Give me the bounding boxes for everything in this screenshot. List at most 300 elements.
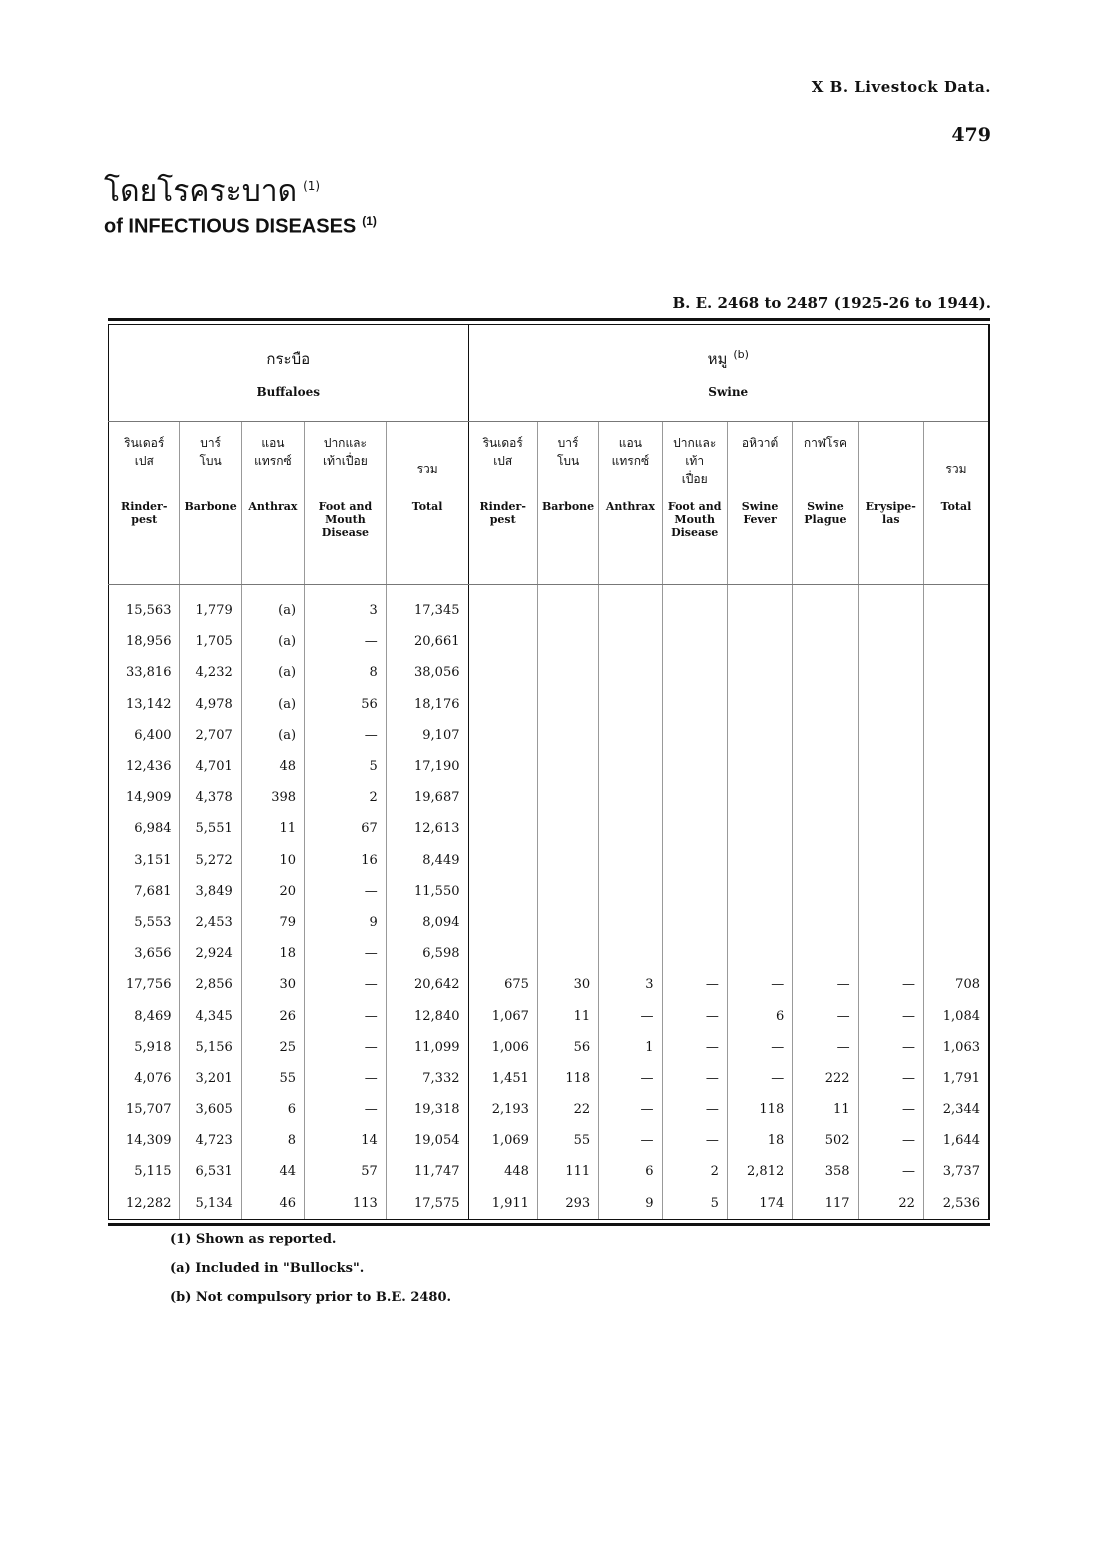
column-thai-label: กาฬโรค — [803, 436, 847, 450]
table-cell — [923, 689, 989, 720]
table-cell: 5,272 — [180, 845, 241, 876]
table-cell — [468, 782, 537, 813]
table-cell: 118 — [537, 1063, 598, 1094]
column-english-label: Rinder- pest — [121, 500, 168, 526]
table-cell — [793, 876, 858, 907]
table-cell: 33,816 — [125, 665, 172, 681]
table-cell: 6,984 — [134, 821, 172, 837]
table-cell — [727, 907, 792, 938]
table-cell: 3,151 — [134, 852, 172, 868]
table-cell: 2 — [662, 1156, 727, 1187]
swine-column-header — [793, 422, 858, 585]
table-cell: — — [305, 626, 387, 657]
table-cell: 20,642 — [386, 969, 468, 1000]
table-cell — [858, 938, 923, 969]
column-thai-label: บาร์ โบน — [199, 436, 222, 468]
table-cell: 18 — [727, 1125, 792, 1156]
table-cell: 16 — [305, 845, 387, 876]
table-row — [109, 845, 990, 876]
buffaloes-group-header — [109, 325, 469, 422]
table-cell: 4,978 — [180, 689, 241, 720]
table-cell: 8 — [241, 1125, 304, 1156]
table-cell: 5,115 — [134, 1164, 172, 1180]
table-cell — [923, 813, 989, 844]
table-cell: 55 — [537, 1125, 598, 1156]
table-cell: 15,563 — [125, 603, 172, 619]
buffaloes-english-label: Buffaloes — [256, 385, 320, 399]
table-cell: 293 — [537, 1188, 598, 1219]
table-cell — [858, 585, 923, 627]
table-cell: 111 — [537, 1156, 598, 1187]
table-cell — [858, 813, 923, 844]
table-cell: 1,791 — [923, 1063, 989, 1094]
table-cell: — — [727, 1032, 792, 1063]
column-english-label: Barbone — [541, 500, 595, 513]
table-cell: 57 — [305, 1156, 387, 1187]
table-cell: 17,575 — [386, 1188, 468, 1219]
buffalo-column-header — [386, 422, 468, 585]
table-cell: 5,134 — [180, 1188, 241, 1219]
table-cell: (a) — [241, 689, 304, 720]
table-row — [109, 813, 990, 844]
table-row — [109, 751, 990, 782]
table-cell — [599, 657, 662, 688]
table-cell: 4,701 — [180, 751, 241, 782]
table-cell — [468, 657, 537, 688]
table-cell — [727, 813, 792, 844]
table-cell: 2 — [305, 782, 387, 813]
table-cell: 1,063 — [923, 1032, 989, 1063]
swine-column-header — [923, 422, 989, 585]
table-cell: 1,451 — [468, 1063, 537, 1094]
table-cell: — — [858, 1125, 923, 1156]
table-cell: (a) — [241, 626, 304, 657]
table-cell: 10 — [241, 845, 304, 876]
swine-column-header — [537, 422, 598, 585]
period-label: B. E. 2468 to 2487 (1925-26 to 1944). — [672, 294, 991, 312]
table-row — [109, 876, 990, 907]
table-cell: 9 — [305, 907, 387, 938]
table-cell: 174 — [727, 1188, 792, 1219]
footnotes — [170, 1232, 451, 1319]
table-cell: (a) — [241, 720, 304, 751]
table-cell: 2,856 — [180, 969, 241, 1000]
table-cell — [537, 689, 598, 720]
swine-thai-label — [473, 347, 985, 371]
table-cell: 17,756 — [125, 977, 172, 993]
table-cell — [537, 876, 598, 907]
swine-english-label: Swine — [708, 385, 749, 399]
table-cell: 2,812 — [727, 1156, 792, 1187]
table-cell — [793, 720, 858, 751]
table-cell — [923, 585, 989, 627]
column-thai-label: รวม — [945, 462, 967, 476]
table-cell — [662, 751, 727, 782]
table-cell: 2,536 — [923, 1188, 989, 1219]
buffalo-column-header — [241, 422, 304, 585]
table-cell: — — [599, 1125, 662, 1156]
table-bottom-rule — [108, 1219, 990, 1226]
table-row — [109, 1156, 990, 1187]
table-row — [109, 585, 990, 627]
table-cell — [793, 626, 858, 657]
table-cell — [727, 626, 792, 657]
table-cell: 118 — [727, 1094, 792, 1125]
table-cell — [727, 876, 792, 907]
column-english-label: Swine Fever — [741, 500, 779, 526]
table-cell — [537, 585, 598, 627]
column-english-label: Total — [940, 500, 972, 513]
table-cell: — — [662, 969, 727, 1000]
table-cell — [858, 689, 923, 720]
table-cell: 117 — [793, 1188, 858, 1219]
table-cell: — — [662, 1063, 727, 1094]
thai-title — [104, 168, 320, 215]
table-cell: 38,056 — [386, 657, 468, 688]
table-cell: 4,723 — [180, 1125, 241, 1156]
table-cell — [793, 751, 858, 782]
table-cell — [858, 720, 923, 751]
table-cell: — — [305, 1032, 387, 1063]
table-cell: 3 — [599, 969, 662, 1000]
table-cell — [537, 657, 598, 688]
table-cell — [599, 876, 662, 907]
table-cell: — — [662, 1032, 727, 1063]
table-cell: 20 — [241, 876, 304, 907]
table-cell: 3 — [305, 585, 387, 627]
footnote: (b) Not compulsory prior to B.E. 2480. — [170, 1290, 452, 1305]
buffalo-column-header — [109, 422, 180, 585]
column-english-label: Total — [411, 500, 443, 513]
table-cell: 11 — [793, 1094, 858, 1125]
table-cell — [858, 876, 923, 907]
table-cell: 2,193 — [468, 1094, 537, 1125]
table-cell — [923, 626, 989, 657]
table-cell: 1,644 — [923, 1125, 989, 1156]
table-cell — [662, 689, 727, 720]
column-english-label: Erysipe- las — [865, 500, 916, 526]
swine-column-header — [662, 422, 727, 585]
footnote: (a) Included in "Bullocks". — [170, 1261, 365, 1276]
table-cell: (a) — [241, 585, 304, 627]
table-cell — [923, 782, 989, 813]
table-cell — [793, 845, 858, 876]
swine-group-header — [468, 325, 989, 422]
table-cell — [923, 657, 989, 688]
table-cell — [662, 938, 727, 969]
column-english-label: Foot and Mouth Disease — [667, 500, 722, 539]
table-cell: 18,176 — [386, 689, 468, 720]
buffaloes-thai-label: กระบือ — [266, 350, 311, 368]
table-cell: 56 — [305, 689, 387, 720]
table-cell — [468, 907, 537, 938]
table-row — [109, 969, 990, 1000]
table-cell: — — [599, 1000, 662, 1031]
table-cell: 222 — [793, 1063, 858, 1094]
table-cell — [662, 876, 727, 907]
table-cell — [858, 626, 923, 657]
table-cell — [599, 938, 662, 969]
buffalo-column-header — [305, 422, 387, 585]
table-cell — [537, 938, 598, 969]
data-table — [108, 325, 990, 1219]
table-cell: 6,400 — [134, 727, 172, 743]
table-cell — [599, 907, 662, 938]
table-cell: 5,551 — [180, 813, 241, 844]
table-cell: 3,201 — [180, 1063, 241, 1094]
table-cell: 17,190 — [386, 751, 468, 782]
table-cell — [793, 907, 858, 938]
table-cell: 14 — [305, 1125, 387, 1156]
table-cell — [599, 720, 662, 751]
table-cell — [468, 813, 537, 844]
table-cell: 12,613 — [386, 813, 468, 844]
table-cell: 1,911 — [468, 1188, 537, 1219]
column-thai-label: ปากและ เท้า เปื่อย — [673, 436, 717, 486]
table-cell: 18 — [241, 938, 304, 969]
table-cell — [793, 689, 858, 720]
table-cell: 5 — [305, 751, 387, 782]
table-cell: 22 — [537, 1094, 598, 1125]
table-cell — [468, 938, 537, 969]
table-cell: — — [662, 1094, 727, 1125]
table-cell: 11,550 — [386, 876, 468, 907]
table-cell — [793, 813, 858, 844]
table-cell: 17,345 — [386, 585, 468, 627]
table-cell: 5,553 — [134, 914, 172, 930]
thai-title-text: โดยโรคระบาด — [104, 174, 298, 209]
table-cell: 26 — [241, 1000, 304, 1031]
table-cell: — — [305, 1094, 387, 1125]
table-cell — [468, 876, 537, 907]
table-cell: 1,006 — [468, 1032, 537, 1063]
table-cell — [662, 657, 727, 688]
table-body — [109, 585, 990, 1219]
table-cell — [793, 938, 858, 969]
table-row — [109, 689, 990, 720]
table-row — [109, 938, 990, 969]
table-cell — [662, 813, 727, 844]
table-cell — [727, 782, 792, 813]
column-thai-label: บาร์ โบน — [556, 436, 580, 468]
table-cell — [923, 907, 989, 938]
table-cell — [537, 626, 598, 657]
table-cell: 19,318 — [386, 1094, 468, 1125]
table-cell: 5,918 — [134, 1039, 172, 1055]
table-cell — [923, 720, 989, 751]
table-cell: 5 — [662, 1188, 727, 1219]
table-cell: — — [793, 969, 858, 1000]
table-cell — [662, 720, 727, 751]
table-cell: 14,909 — [125, 790, 172, 806]
section-header: X B. Livestock Data. — [811, 78, 991, 96]
table-cell: 3,605 — [180, 1094, 241, 1125]
table-cell: — — [793, 1000, 858, 1031]
table-cell: 8,094 — [386, 907, 468, 938]
table-row — [109, 1125, 990, 1156]
table-cell — [599, 813, 662, 844]
table-cell — [662, 585, 727, 627]
table-cell: — — [599, 1094, 662, 1125]
table-row — [109, 720, 990, 751]
table-cell: — — [858, 1032, 923, 1063]
table-cell: 44 — [241, 1156, 304, 1187]
table-cell: 358 — [793, 1156, 858, 1187]
table-top-rule — [108, 318, 990, 325]
table-cell — [599, 585, 662, 627]
english-title — [104, 214, 377, 239]
table-cell: — — [599, 1063, 662, 1094]
table-cell: 19,054 — [386, 1125, 468, 1156]
table-cell: — — [662, 1125, 727, 1156]
table-cell — [858, 845, 923, 876]
table-cell: — — [305, 720, 387, 751]
column-thai-label: แอน แทรกซ์ — [254, 436, 292, 468]
swine-footnote-mark: (b) — [733, 348, 749, 361]
table-cell: 14,309 — [125, 1133, 172, 1149]
table-cell: 1 — [599, 1032, 662, 1063]
table-cell — [662, 782, 727, 813]
table-cell — [858, 751, 923, 782]
table-cell: 12,436 — [125, 759, 172, 775]
disease-table — [108, 318, 990, 1226]
table-cell — [537, 782, 598, 813]
table-cell — [727, 720, 792, 751]
table-cell: 2,924 — [180, 938, 241, 969]
column-english-label: Rinder- pest — [479, 500, 526, 526]
table-cell: — — [305, 1000, 387, 1031]
table-cell: 5,156 — [180, 1032, 241, 1063]
table-cell: 55 — [241, 1063, 304, 1094]
footnote: (1) Shown as reported. — [170, 1232, 337, 1247]
table-cell: 20,661 — [386, 626, 468, 657]
table-cell: 7,681 — [134, 883, 172, 899]
column-thai-label: ปากและ เท้าเปื่อย — [323, 436, 368, 468]
table-cell: 6 — [727, 1000, 792, 1031]
table-cell — [599, 751, 662, 782]
table-row — [109, 1063, 990, 1094]
table-cell — [468, 751, 537, 782]
column-english-label: Foot and Mouth Disease — [318, 500, 373, 539]
table-cell: 8,469 — [134, 1008, 172, 1024]
table-cell: 6 — [241, 1094, 304, 1125]
table-cell: — — [858, 1094, 923, 1125]
table-cell: 6,598 — [386, 938, 468, 969]
table-cell: 1,779 — [180, 585, 241, 627]
column-english-label: Swine Plague — [804, 500, 847, 526]
table-cell: 48 — [241, 751, 304, 782]
table-cell — [923, 938, 989, 969]
table-cell — [537, 907, 598, 938]
table-cell: 708 — [923, 969, 989, 1000]
table-cell — [537, 845, 598, 876]
table-cell: 30 — [241, 969, 304, 1000]
table-cell — [727, 657, 792, 688]
table-cell: 13,142 — [125, 696, 172, 712]
table-cell: — — [305, 969, 387, 1000]
table-cell: 56 — [537, 1032, 598, 1063]
table-row — [109, 626, 990, 657]
english-title-text: of INFECTIOUS DISEASES — [104, 215, 357, 238]
table-row — [109, 782, 990, 813]
table-cell: 2,453 — [180, 907, 241, 938]
table-cell: 7,332 — [386, 1063, 468, 1094]
table-cell — [599, 689, 662, 720]
column-english-label: Anthrax — [248, 500, 298, 513]
thai-title-footnote-mark: (1) — [303, 179, 321, 193]
swine-column-header — [858, 422, 923, 585]
table-cell: 11 — [241, 813, 304, 844]
table-cell: 113 — [305, 1188, 387, 1219]
table-cell — [858, 657, 923, 688]
table-cell — [599, 845, 662, 876]
table-cell: 1,705 — [180, 626, 241, 657]
table-row — [109, 1188, 990, 1219]
table-cell: 1,069 — [468, 1125, 537, 1156]
table-cell: — — [793, 1032, 858, 1063]
column-english-label: Anthrax — [605, 500, 655, 513]
table-row — [109, 657, 990, 688]
swine-column-header — [727, 422, 792, 585]
table-cell: 11 — [537, 1000, 598, 1031]
table-cell — [537, 813, 598, 844]
table-cell: 9,107 — [386, 720, 468, 751]
table-cell — [923, 876, 989, 907]
column-thai-label: รินเดอร์ เปส — [124, 436, 165, 468]
table-cell: 22 — [858, 1188, 923, 1219]
table-cell: 15,707 — [125, 1102, 172, 1118]
table-cell — [858, 907, 923, 938]
table-cell: 79 — [241, 907, 304, 938]
table-cell: (a) — [241, 657, 304, 688]
swine-column-header — [468, 422, 537, 585]
table-cell: 11,747 — [386, 1156, 468, 1187]
table-cell: — — [305, 876, 387, 907]
table-cell: 2,707 — [180, 720, 241, 751]
table-cell — [537, 751, 598, 782]
column-thai-label — [863, 434, 919, 500]
buffalo-column-header — [180, 422, 241, 585]
table-cell — [727, 751, 792, 782]
table-cell — [468, 626, 537, 657]
table-cell — [727, 845, 792, 876]
page-number: 479 — [951, 124, 991, 146]
table-cell: 1,084 — [923, 1000, 989, 1031]
table-cell: 4,232 — [180, 657, 241, 688]
table-cell: — — [727, 969, 792, 1000]
table-cell — [858, 782, 923, 813]
swine-column-header — [599, 422, 662, 585]
table-cell: 6 — [599, 1156, 662, 1187]
table-cell: — — [858, 1063, 923, 1094]
table-cell — [468, 720, 537, 751]
table-cell: 25 — [241, 1032, 304, 1063]
table-cell: 4,378 — [180, 782, 241, 813]
table-cell: — — [858, 1156, 923, 1187]
table-cell: 12,282 — [125, 1195, 172, 1211]
table-cell: — — [662, 1000, 727, 1031]
table-cell: 3,849 — [180, 876, 241, 907]
swine-thai-text: หมู — [707, 350, 728, 368]
table-cell: 8,449 — [386, 845, 468, 876]
table-cell: 9 — [599, 1188, 662, 1219]
table-cell — [727, 585, 792, 627]
table-cell — [793, 657, 858, 688]
table-cell — [662, 626, 727, 657]
table-cell: 8 — [305, 657, 387, 688]
table-cell — [923, 845, 989, 876]
table-cell — [599, 626, 662, 657]
